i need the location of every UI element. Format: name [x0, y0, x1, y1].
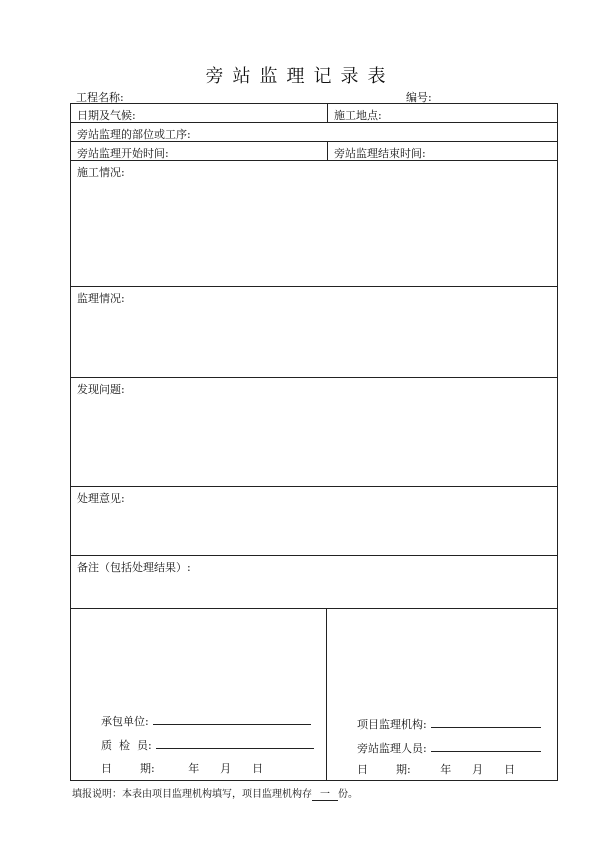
quality-inspector-input[interactable]	[156, 738, 314, 749]
contractor-unit-line	[101, 713, 311, 729]
supervisor-line	[357, 740, 541, 756]
ymd-right[interactable]: 年 月 日	[440, 763, 516, 776]
footer-note-prefix: 填报说明：本表由项目监理机构填写，项目监理机构存	[72, 789, 312, 800]
row-opinion	[71, 487, 557, 556]
row-part-process	[71, 123, 557, 142]
contractor-unit-label: 承包单位:	[101, 715, 149, 728]
date-label-right: 日 期:	[357, 763, 411, 776]
row-start-end-time	[71, 142, 557, 161]
supervision-signature-block	[327, 609, 557, 780]
row-problems	[71, 378, 557, 487]
row-remarks	[71, 556, 557, 609]
record-form-table	[70, 103, 558, 781]
site-location-field[interactable]: 施工地点:	[327, 104, 557, 122]
signature-area	[71, 609, 557, 780]
supervision-org-input[interactable]	[431, 717, 541, 728]
construction-status-field[interactable]: 施工情况:	[77, 166, 125, 179]
row-date-location	[71, 104, 557, 123]
row-construction	[71, 161, 557, 287]
end-time-field[interactable]: 旁站监理结束时间:	[327, 142, 557, 160]
project-name-label: 工程名称:	[76, 91, 124, 104]
page-title: 旁站监理记录表	[205, 66, 395, 87]
contractor-signature-block	[71, 609, 327, 780]
supervisor-input[interactable]	[431, 741, 541, 752]
date-line-right	[357, 761, 515, 777]
supervisor-label: 旁站监理人员:	[357, 742, 427, 755]
footer-note	[72, 785, 358, 801]
date-weather-field[interactable]: 日期及气候:	[77, 109, 136, 122]
row-supervision	[71, 287, 557, 378]
ymd-left[interactable]: 年 月 日	[188, 762, 264, 775]
quality-inspector-line	[101, 737, 314, 753]
date-line-left	[101, 760, 263, 776]
remarks-field[interactable]: 备注（包括处理结果）:	[77, 561, 191, 574]
supervision-status-field[interactable]: 监理情况:	[77, 292, 125, 305]
copies-blank[interactable]: 一	[312, 785, 338, 801]
date-label-left: 日 期:	[101, 762, 155, 775]
footer-note-suffix: 份。	[338, 789, 358, 800]
contractor-unit-input[interactable]	[153, 714, 311, 725]
start-time-field[interactable]: 旁站监理开始时间:	[77, 147, 169, 160]
supervision-org-line	[357, 716, 541, 732]
handling-opinion-field[interactable]: 处理意见:	[77, 492, 125, 505]
problems-found-field[interactable]: 发现问题:	[77, 383, 125, 396]
supervision-org-label: 项目监理机构:	[357, 718, 427, 731]
part-process-field[interactable]: 旁站监理的部位或工序:	[77, 128, 191, 141]
serial-number-label: 编号:	[406, 91, 432, 104]
quality-inspector-label: 质 检 员:	[101, 739, 152, 752]
